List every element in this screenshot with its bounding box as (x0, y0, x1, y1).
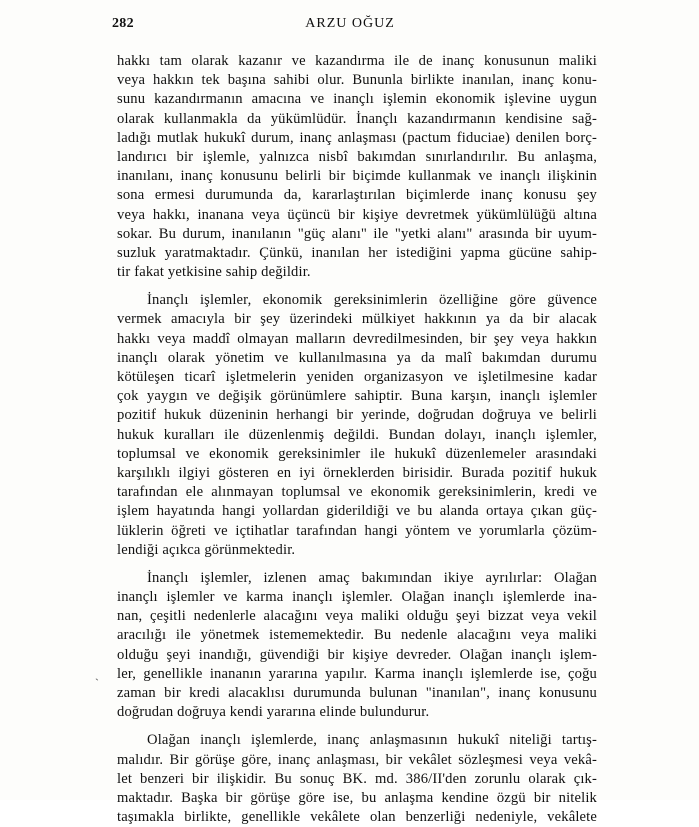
text-line: veya hakkın tek başına sahibi olur. Bununla birlikte inanılan, inanç konu- (117, 72, 597, 89)
text-line: İnançlı işlemler, ekonomik gereksinimlerin özelliğine göre güvence (147, 292, 597, 309)
paragraph-3 (117, 569, 597, 723)
text-line: taşımakla birlikte, genellikle vekâlete olan benzerliği nedeniyle, vekâlete (117, 809, 597, 826)
text-line: ladığı mutlak hukukî durum, inanç anlaşması (pactum fiduciae) denilen borç- (117, 129, 597, 146)
paragraph-2 (117, 291, 597, 560)
text-line: aracılığı ile yönetmek istememektedir. Bu nedenle alacağını veya maliki (117, 627, 597, 644)
text-line: tir fakat yetkisine sahip değildir. (117, 264, 311, 281)
text-line: işlem hayatında hangi yollardan giderildiği ve bu alanda ortaya çıkan güç- (117, 503, 597, 520)
text-line: inanılanı, inanç konusunu belirli bir biçimde kullanmak ve inançlı ilişkinin (117, 168, 597, 185)
text-line: sokar. Bu durum, inanılanın "güç alanı" ile "yetki alanı" arasında bir uyum- (117, 225, 597, 242)
text-line: doğrudan doğruya kendi yararına elinde bulundurur. (117, 704, 430, 721)
text-line: toplumsal ve ekonomik gereksinimler ile hukukî düzenlemeler arasındaki (117, 445, 597, 462)
text-line: çok yaygın ve değişik görünümlere sahiptir. Buna karşın, inançlı işlemler (117, 388, 597, 405)
text-line: hakkı tam olarak kazanır ve kazandırma ile de inanç konusunun maliki (117, 53, 597, 69)
text-line: İnançlı işlemler, izlenen amaç bakımından ikiye ayrılırlar: Olağan (147, 569, 597, 586)
text-line: landırıcı bir işlemle, yalnızca nisbî bakımdan sınırlandırılır. Bu anlaşma, (117, 148, 597, 165)
scan-speck: ` (95, 676, 99, 690)
text-line: hakkı veya maddî olmayan malların devredilmesinden, bir şey veya hakkın (117, 330, 597, 347)
text-line: ler, genellikle inananın yararına yapılır. Karma inançlı işlemlerde ise, çoğu (117, 665, 597, 682)
text-line: kötüleşen ticarî işletmelerin yeniden organizasyon ve işletilmesine kadar (117, 369, 597, 385)
running-head-author: ARZU OĞUZ (305, 16, 395, 31)
paragraph-4 (117, 731, 597, 827)
text-line: vermek amacıyla bir şey üzerindeki mülkiyet hakkının ya da bir alacak (117, 311, 597, 328)
text-line: hukuk kuralları ile düzenlenmiş değildi. Bundan dolayı, inançlı işlemler, (117, 426, 597, 443)
page-header (0, 14, 699, 38)
text-line: zaman bir kredi alacaklısı durumunda bulunan "inanılan", inanç konusunu (117, 685, 597, 701)
text-line: pozitif hukuk düzeninin herhangi bir yerinde, doğrudan doğruya ve belirli (117, 407, 597, 424)
text-line: inançlı olarak yönetim ve kullanılmasına ya da malî bakımdan durumu (117, 349, 597, 366)
text-line: nan, çeşitli nedenlerle alacağını veya maliki olduğu şeyi bizzat veya vekil (117, 608, 597, 625)
text-line: tarafından ele alınmayan toplumsal ve ekonomik gereksinimlerin, kredi ve (117, 484, 597, 501)
text-line: veya hakkı, inanana veya üçüncü bir kişiye devretmek yükümlülüğü altına (117, 206, 597, 223)
text-line: sunu kazandırmanın amacına ve inançlı işlemin ekonomik işlevine uygun (117, 91, 597, 108)
text-line: lendiği açıkca görünmektedir. (117, 541, 296, 558)
paragraph-1 (117, 52, 597, 282)
text-line: malıdır. Bir görüşe göre, inanç anlaşması, bir vekâlet sözleşmesi veya vekâ- (117, 751, 597, 768)
text-line: lüklerin öğreti ve içtihatlar tarafından hangi yöntem ve yorumlarla çözüm- (117, 522, 597, 539)
text-line: maktadır. Başka bir görüşe göre ise, bu anlaşma kendine özgü bir nitelik (117, 789, 597, 806)
text-line: olarak kullanmakla da yükümlüdür. İnançlı kazandırmanın kendisine sağ- (117, 110, 597, 127)
body-text (117, 52, 597, 827)
text-line: let benzeri bir ilişkidir. Bu sonuç BK. md. 386/II'den zorunlu olarak çık- (117, 770, 597, 787)
text-line: inançlı işlemler ve karma inançlı işlemler. Olağan inançlı işlemlerde ina- (117, 589, 597, 606)
text-line: sona ermesi durumunda da, kararlaştırılan biçimlerde inanç konusu şey (117, 187, 597, 204)
text-line: olduğu şeyi inandığı, güvendiği bir kişiye devreder. Olağan inançlı işlem- (117, 646, 597, 663)
text-line: Olağan inançlı işlemlerde, inanç anlaşmasının hukukî niteliği tartış- (147, 732, 597, 749)
page-number: 282 (112, 16, 134, 31)
text-line: suzluk yaratmaktadır. Çünkü, inanılan her istediğini yapma gücüne sahip- (117, 244, 597, 261)
text-line: karşılıklı ilgiyi gösteren en iyi örneklerden birisidir. Burada pozitif hukuk (117, 464, 597, 481)
